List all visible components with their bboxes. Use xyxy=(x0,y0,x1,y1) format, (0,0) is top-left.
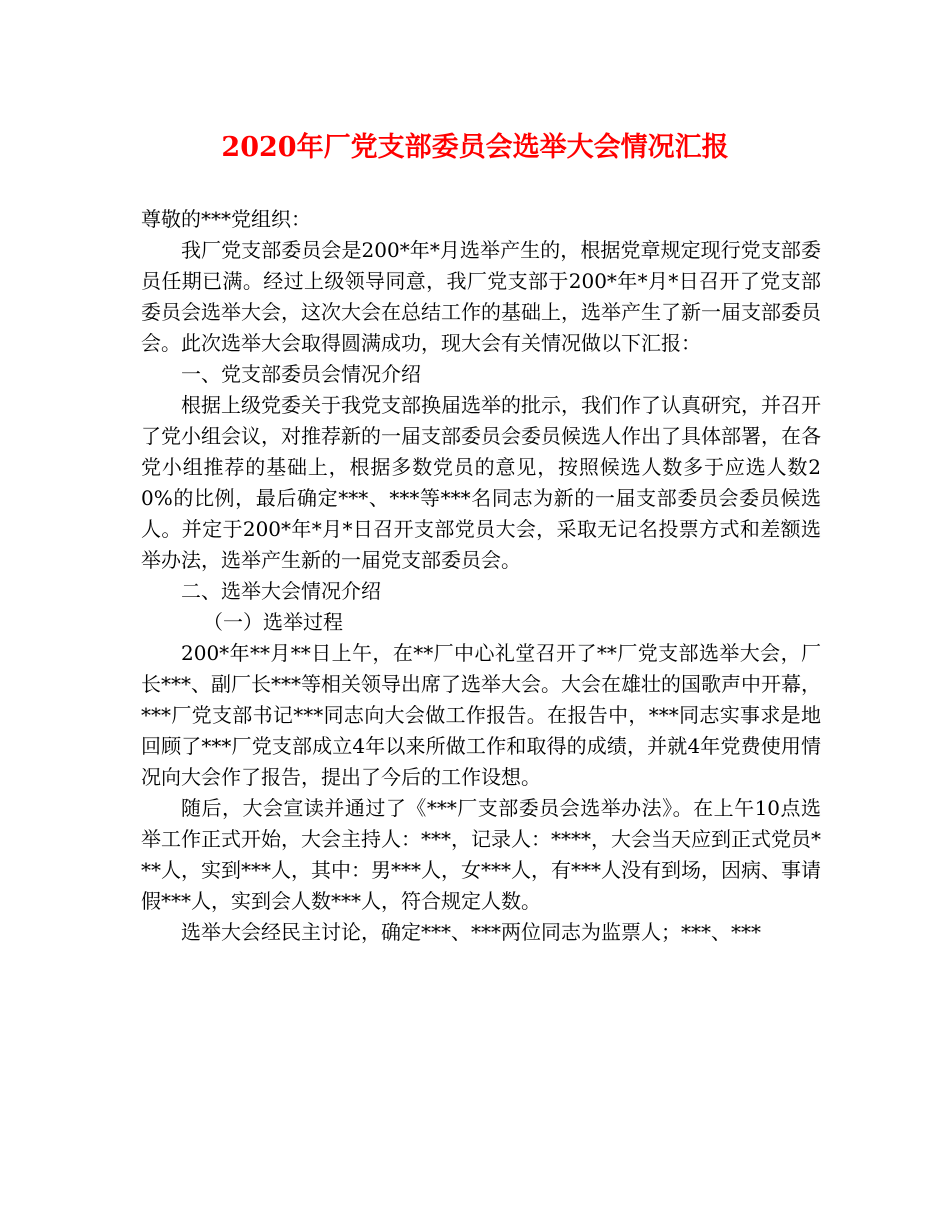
paragraph-monitors: 选举大会经民主讨论，确定***、***两位同志为监票人；***、*** xyxy=(181,920,761,944)
paragraph-attendance: 随后，大会宣读并通过了《***厂支部委员会选举办法》。在上午10点选举工作正式开始，大会主持人：***，记录人：****，大会当天应到正式党员***人，实到***人，其中：男***人，女***人，有***人没有到场，因病、事请假***人，实到会人数***人，符合规定人数。 xyxy=(141,796,821,913)
paragraph-committee: 根据上级党委关于我党支部换届选举的批示，我们作了认真研究，并召开了党小组会议，对推荐新的一届支部委员会委员候选人作出了具体部署，在各党小组推荐的基础上，根据多数党员的意见，按照候选人数多于应选人数20%的比例，最后确定***、***等***名同志为新的一届支部委员会委员候选人。并定于200*年*月*日召开支部党员大会，采取无记名投票方式和差额选举办法，选举产生新的一届党支部委员会。 xyxy=(141,393,821,572)
paragraph-intro: 我厂党支部委员会是200*年*月选举产生的，根据党章规定现行党支部委员任期已满。经过上级领导同意，我厂党支部于200*年*月*日召开了党支部委员会选举大会，这次大会在总结工作的基础上，选举产生了新一届支部委员会。此次选举大会取得圆满成功，现大会有关情况做以下汇报： xyxy=(141,238,821,355)
salutation: 尊敬的***党组织： xyxy=(141,207,311,231)
subsection-heading-1: （一）选举过程 xyxy=(203,610,343,634)
section-heading-1: 一、党支部委员会情况介绍 xyxy=(181,362,421,386)
document-body xyxy=(141,204,821,948)
paragraph-process: 200*年**月**日上午，在**厂中心礼堂召开了**厂党支部选举大会，厂长***、副厂长***等相关领导出席了选举大会。大会在雄壮的国歌声中开幕，***厂党支部书记***同志向大会做工作报告。在报告中，***同志实事求是地回顾了***厂党支部成立4年以来所做工作和取得的成绩，并就4年党费使用情况向大会作了报告，提出了今后的工作设想。 xyxy=(141,641,821,789)
document-title: 2020年厂党支部委员会选举大会情况汇报 xyxy=(221,132,729,163)
section-heading-2: 二、选举大会情况介绍 xyxy=(181,579,381,603)
